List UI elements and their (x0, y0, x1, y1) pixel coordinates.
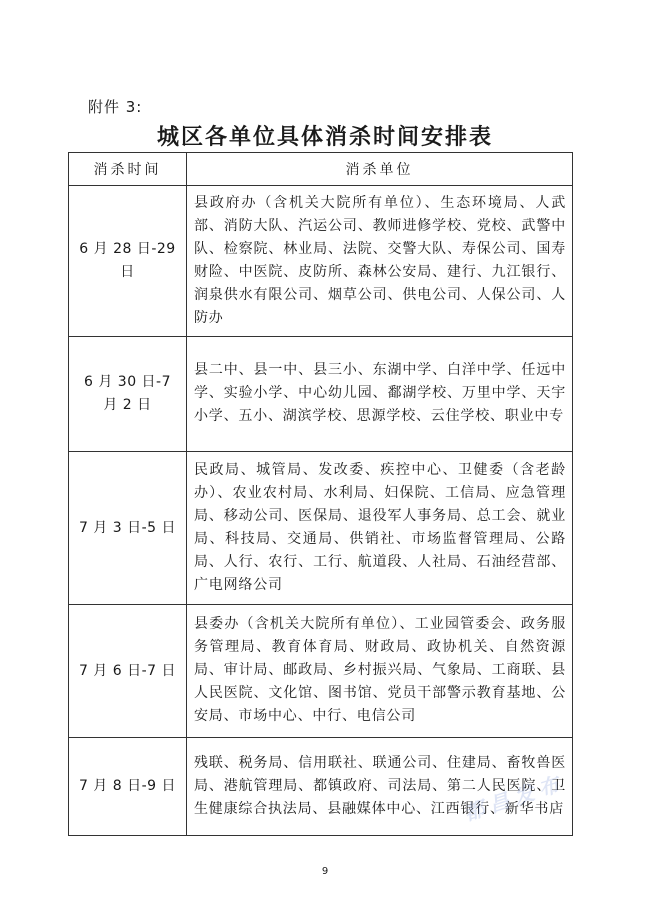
attachment-label: 附件 3: (88, 98, 143, 116)
schedule-table (68, 152, 573, 836)
row-units: 民政局、城管局、发改委、疾控中心、卫健委（含老龄办）、农业农村局、水利局、妇保院、工信局、应急管理局、移动公司、医保局、退役军人事务局、总工会、就业局、科技局、交通局、供销社、市场监督管理局、公路局、人行、农行、工行、航道段、人社局、石油经营部、广电网络公司 (187, 452, 573, 605)
row-time: 7 月 3 日-5 日 (69, 452, 187, 605)
header-time: 消杀时间 (69, 153, 187, 186)
row-units: 县二中、县一中、县三小、东湖中学、白洋中学、任远中学、实验小学、中心幼儿园、鄱湖学校、万里中学、天宇小学、五小、湖滨学校、思源学校、云住学校、职业中专 (187, 337, 573, 452)
row-units: 残联、税务局、信用联社、联通公司、住建局、畜牧兽医局、港航管理局、都镇政府、司法局、第二人民医院、卫生健康综合执法局、县融媒体中心、江西银行、新华书店 (187, 738, 573, 836)
row-units: 县政府办（含机关大院所有单位）、生态环境局、人武部、消防大队、汽运公司、教师进修学校、党校、武警中队、检察院、林业局、法院、交警大队、寿保公司、国寿财险、中医院、皮防所、森林公安局、建行、九江银行、润泉供水有限公司、烟草公司、供电公司、人保公司、人防办 (187, 186, 573, 337)
table-row (69, 605, 573, 738)
page-number: 9 (321, 866, 329, 877)
table-row (69, 186, 573, 337)
row-time: 6 月 30 日-7 月 2 日 (69, 337, 187, 452)
header-units: 消杀单位 (187, 153, 573, 186)
table-row (69, 452, 573, 605)
row-time: 7 月 6 日-7 日 (69, 605, 187, 738)
row-time: 6 月 28 日-29 日 (69, 186, 187, 337)
row-time: 7 月 8 日-9 日 (69, 738, 187, 836)
row-units: 县委办（含机关大院所有单位）、工业园管委会、政务服务管理局、教育体育局、财政局、政协机关、自然资源局、审计局、邮政局、乡村振兴局、气象局、工商联、县人民医院、文化馆、图书馆、党员干部警示教育基地、公安局、市场中心、中行、电信公司 (187, 605, 573, 738)
page-title: 城区各单位具体消杀时间安排表 (156, 125, 493, 150)
watermark-stamp: 都昌发布 (461, 770, 568, 826)
table-header-row (69, 153, 573, 186)
table-row (69, 337, 573, 452)
